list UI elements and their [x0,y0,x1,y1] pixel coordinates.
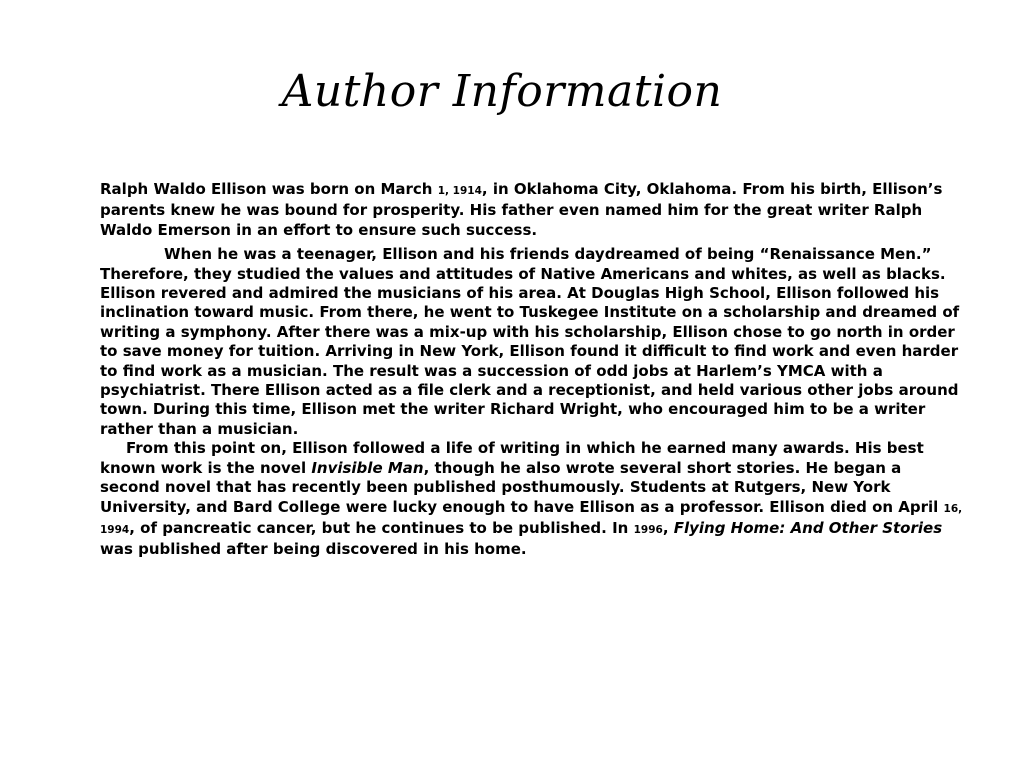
paragraph-writing-text-3: , of pancreatic cancer, but he continues to be published. In [129,518,634,537]
slide-title: Author Information [281,66,723,117]
paragraph-writing-text-1: From this point on, Ellison followed a life of writing in which he earned many awards. His best known work is the novel [100,439,924,477]
paragraph-birth [100,180,966,240]
biography-body [100,180,966,560]
paragraph-birth-text-1: Ralph Waldo Ellison was born on March [100,180,438,198]
paragraph-birth-text-2: , in Oklahoma City, Oklahoma. From his birth, Ellison’s parents knew he was bound for prosperity. His father even named him for the great writer Ralph Waldo Emerson in an effort to ensure such success. [100,180,943,239]
paragraph-writing-text-2: , though he also wrote several short stories. He began a second novel that has recently been published posthumously. Students at Rutgers, New York University, and Bard College were lucky enough to have Ellison as a professor. Ellison died on April [100,458,944,516]
birth-date: 1, 1914 [437,185,482,197]
book-title-flying-home: Flying Home: And Other Stories [673,518,943,537]
paragraph-writing-career [100,439,966,559]
death-date: 16, 1994 [100,502,963,536]
paragraph-teenage-years: When he was a teenager, Ellison and his friends daydreamed of being “Renaissance Men.” Therefore, they studied the values and attitudes of Native Americans and whites, as well as blacks. Ellison revered and admired the musicians of his area. At Douglas High School, Ellison followed his inclination toward music. From there, he went to Tuskegee Institute on a scholarship and dreamed of writing a symphony. After there was a mix-up with his scholarship, Ellison chose to go north in order to save money for tuition. Arriving in New York, Ellison found it difficult to find work and even harder to find work as a musician. The result was a succession of odd jobs at Harlem’s YMCA with a psychiatrist. There Ellison acted as a file clerk and a receptionist, and held various other jobs around town. During this time, Ellison met the writer Richard Wright, who encouraged him to be a writer rather than a musician. [100,245,960,438]
publication-year: 1996 [633,523,663,536]
novel-title-invisible-man: Invisible Man [311,458,424,477]
paragraph-writing-text-5: was published after being discovered in his home. [100,540,527,559]
paragraph-writing-text-4: , [662,518,674,537]
